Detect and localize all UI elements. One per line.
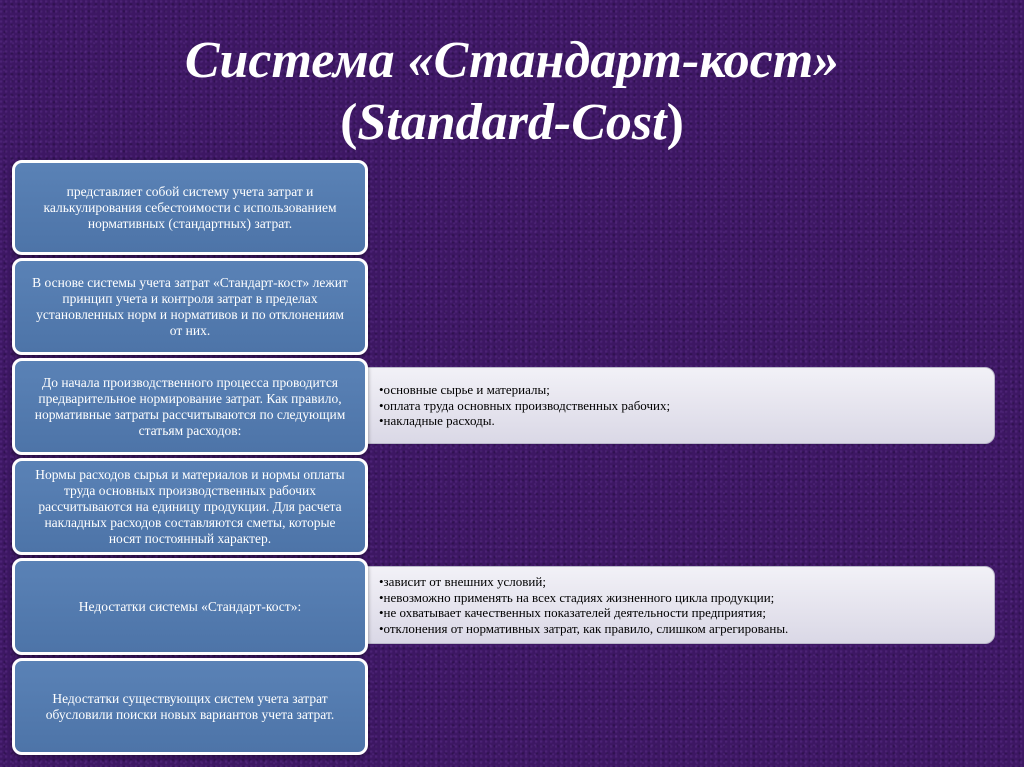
title-line-1: Система «Стандарт-кост»	[184, 32, 840, 89]
cost-item: •оплата труда основных производственных рабочих;	[379, 397, 671, 413]
drawback-item: •зависит от внешних условий;	[379, 574, 546, 589]
drawbacks-box: Недостатки системы «Стандарт-кост»:	[12, 558, 368, 655]
drawback-item: •отклонения от нормативных затрат, как правило, слишком агрегированы.	[379, 620, 789, 636]
prenorming-box: До начала производственного процесса проводится предварительное нормирование затрат. Как правило, нормативные затраты рассчитываются по следующим статьям расходов:	[12, 358, 368, 455]
principle-box: В основе системы учета затрат «Стандарт-кост» лежит принцип учета и контроля затрат в пределах установленных норм и нормативов и по отклонениям от них.	[12, 258, 368, 355]
title-english: Standard-Cost	[357, 94, 667, 151]
cost-items-panel	[352, 367, 995, 444]
definition-box: представляет собой систему учета затрат и калькулирования себестоимости с использованием нормативных (стандартных) затрат.	[12, 160, 368, 255]
drawback-item: •не охватывает качественных показателей деятельности предприятия;	[379, 605, 766, 620]
title-paren-close: )	[666, 94, 684, 151]
conclusion-box: Недостатки существующих систем учета затрат обусловили поиски новых вариантов учета затрат.	[12, 658, 368, 755]
cost-item: •основные сырье и материалы;	[379, 382, 550, 398]
slide-title	[0, 30, 1024, 154]
drawbacks-panel	[352, 566, 995, 644]
title-line-2	[0, 92, 1024, 154]
cost-item: •накладные расходы.	[379, 413, 495, 429]
drawback-item: •невозможно применять на всех стадиях жизненного цикла продукции;	[379, 589, 775, 605]
title-paren-open: (	[340, 94, 358, 151]
norms-box: Нормы расходов сырья и материалов и нормы оплаты труда основных производственных рабочих рассчитываются на единицу продукции. Для расчета накладных расходов составляются сметы, которые носят постоянный характер.	[12, 458, 368, 555]
